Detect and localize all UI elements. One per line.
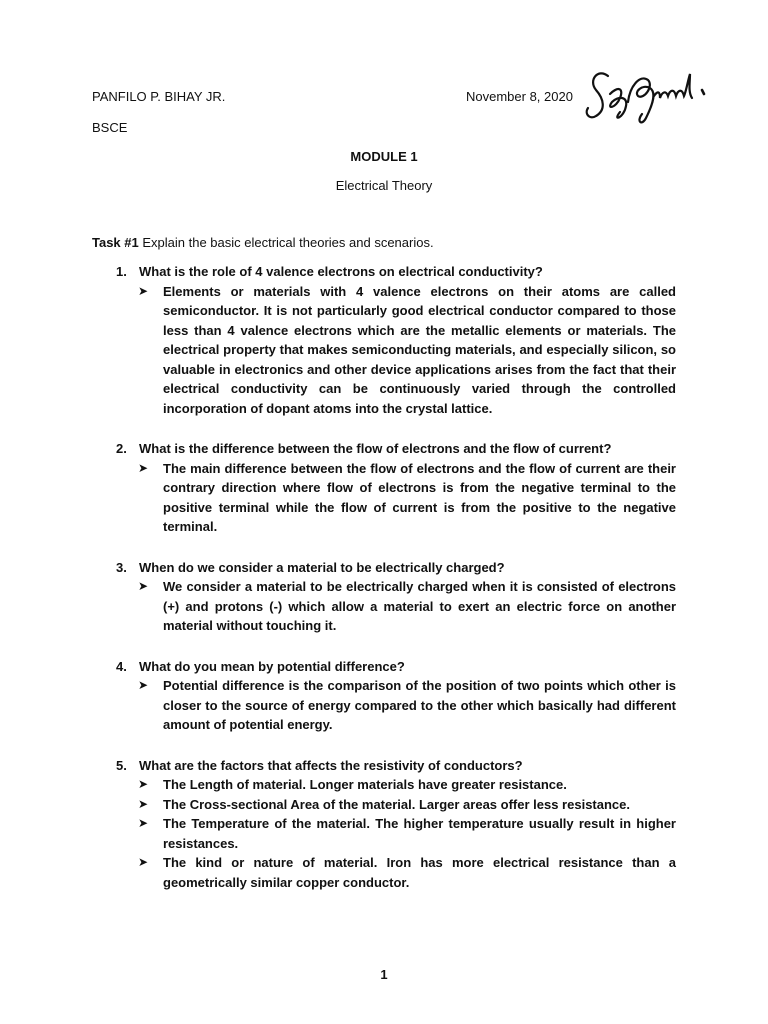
page-number: 1 [380, 967, 388, 982]
subject-title: Electrical Theory [335, 178, 433, 193]
question-number: 4. [116, 658, 127, 674]
answer-text: We consider a material to be electrically charged when it is consisted of electrons (+) and protons (-) which allow a material to exert an electric force on another material without touching it. [163, 579, 676, 633]
author-name: PANFILO P. BIHAY JR. [92, 89, 226, 104]
question-text: What do you mean by potential difference? [139, 658, 405, 674]
question-heading [116, 657, 676, 677]
question-item [116, 262, 676, 418]
question-number: 2. [116, 441, 127, 456]
module-title: MODULE 1 [350, 149, 418, 164]
question-heading [116, 439, 676, 459]
question-item [116, 756, 676, 893]
answer-bullet [138, 795, 676, 815]
answer-text: The kind or nature of material. Iron has more electrical resistance than a geometrically similar copper conductor. [163, 855, 676, 890]
task-line [92, 235, 434, 251]
arrow-bullet-icon: ➤ [138, 678, 149, 692]
task-label: Task #1 [92, 235, 139, 250]
arrow-bullet-icon: ➤ [138, 855, 149, 869]
handwritten-signature [584, 66, 714, 130]
arrow-bullet-icon: ➤ [138, 579, 149, 593]
question-item [116, 657, 676, 735]
answer-text: The Temperature of the material. The higher temperature usually result in higher resistances. [163, 816, 676, 851]
answer-bullet [138, 853, 676, 892]
program-label: BSCE [92, 120, 128, 135]
arrow-bullet-icon: ➤ [138, 816, 149, 830]
arrow-bullet-icon: ➤ [138, 796, 149, 811]
answer-text: Potential difference is the comparison of the position of two points which other is closer to the source of energy compared to the other which basically had different amount of potential energy. [163, 678, 676, 732]
question-heading [116, 756, 676, 776]
question-text: What is the difference between the flow of electrons and the flow of current? [139, 441, 612, 456]
arrow-bullet-icon: ➤ [138, 777, 149, 791]
question-item [116, 558, 676, 636]
question-number: 3. [116, 559, 127, 575]
answer-text: The Cross-sectional Area of the material. Larger areas offer less resistance. [163, 796, 630, 812]
question-heading [116, 558, 676, 578]
answer-bullet [138, 814, 676, 853]
task-instruction: Explain the basic electrical theories and scenarios. [138, 235, 434, 250]
question-number: 5. [116, 757, 127, 773]
question-text: What are the factors that affects the resistivity of conductors? [139, 757, 523, 773]
answer-text: The main difference between the flow of electrons and the flow of current are their contrary direction where flow of electrons is from the negative terminal to the positive terminal while the flow of current is from the positive to the negative terminal. [163, 460, 676, 534]
question-heading [116, 262, 676, 282]
question-item [116, 439, 676, 537]
answer-bullet [138, 676, 676, 735]
answer-text: The Length of material. Longer materials have greater resistance. [163, 777, 567, 792]
arrow-bullet-icon: ➤ [138, 460, 149, 475]
question-text: What is the role of 4 valence electrons on electrical conductivity? [139, 264, 543, 279]
answer-bullet [138, 282, 676, 419]
question-text: When do we consider a material to be electrically charged? [139, 559, 505, 575]
arrow-bullet-icon: ➤ [138, 283, 149, 298]
answer-text: Elements or materials with 4 valence electrons on their atoms are called semiconductor. It is not particularly good electrical conductor compared to those less than 4 valence electrons which are the metallic elements or materials. The electrical property that makes semiconducting materials, and especially silicon, so valuable in electronics and other device applications arises from the fact that their electrical conductivity can be continuously varied through the controlled incorporation of dopant atoms into the crystal lattice. [163, 283, 676, 416]
answer-bullet [138, 577, 676, 636]
document-date: November 8, 2020 [466, 89, 573, 104]
answer-bullet [138, 459, 676, 537]
answer-bullet [138, 775, 676, 795]
question-number: 1. [116, 264, 127, 279]
question-list [116, 262, 676, 913]
